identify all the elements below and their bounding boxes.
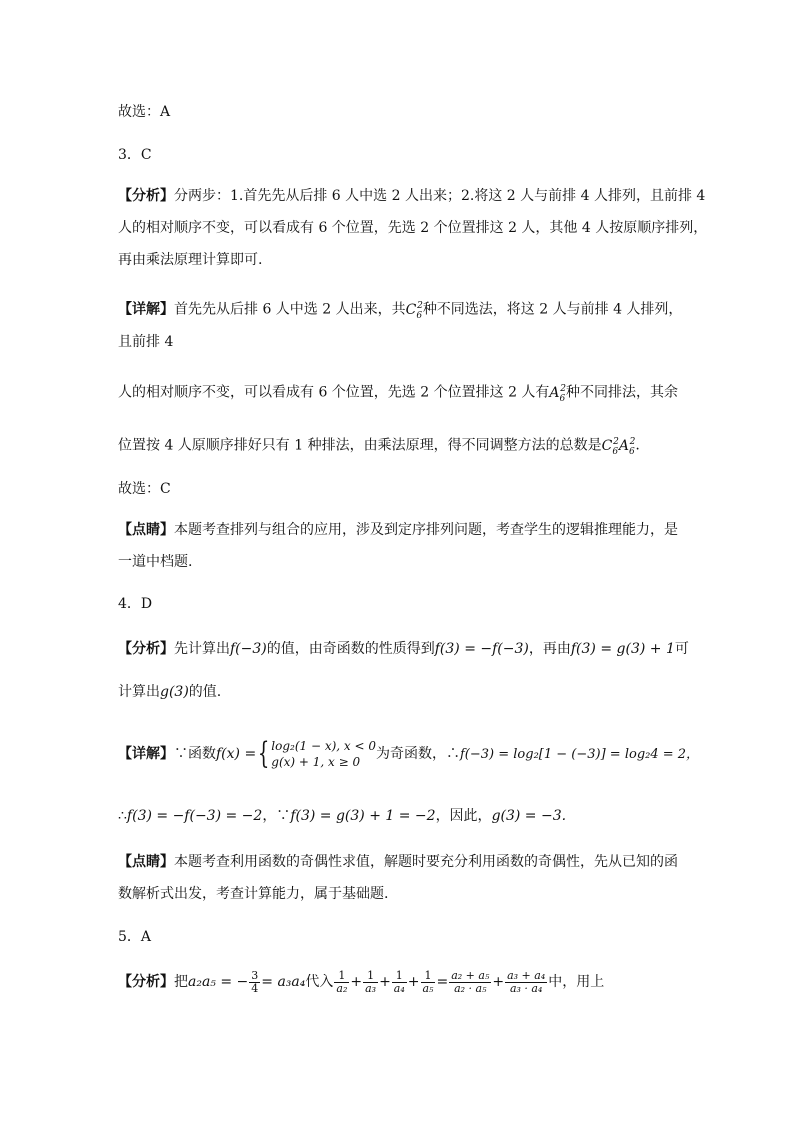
fraction: $\frac{1}{\text{a₄}}$ [393,968,405,995]
analysis-paragraph: 人的相对顺序不变，可以看成有 6 个位置，先选 2 个位置排这 2 人，其他 4 人按原顺序排列， [118,220,708,236]
fraction: $\frac{\text{a₃ + a₄}}{\text{a₃ · a₄}}$ [507,968,546,995]
math-expression: a₂a₅ = − [188,974,249,990]
analysis-paragraph: 【分析】把a₂a₅ = − $\frac{3}{4}$ = a₃a₄代入 $\frac{1}{\text{a₂}}$ + $\frac{1}{\text{a₃}}$ + $\frac{1}{\text{a₄}}$ + $\frac{1}{\text{a₅}}$ = $\frac{\text{a₂ + a₅}}{\text{a₂ · a₅}}$ + $\frac{\text{a₃ + a₄}}{\text{a₃ · a₄}}$ 中，用上 [118,968,605,995]
comment-paragraph: 【点睛】本题考查排列与组合的应用，涉及到定序排列问题，考查学生的逻辑推理能力，是 [118,522,678,538]
math-expression: f(3) = −f(−3) = −2 [126,808,263,824]
combination-symbol: $C_6^2A_6^2$ [601,437,636,457]
fraction: $\frac{1}{\text{a₅}}$ [422,968,434,995]
section-tag: 【点睛】 [118,854,174,870]
math-expression: f(3) = g(3) + 1 = −2 [290,808,436,824]
question-number: 3．C [118,147,152,163]
combination-symbol: $C_6^2$ [405,301,423,321]
permutation-symbol: $A_6^2$ [549,384,567,404]
section-tag: 【详解】 [118,746,174,762]
comment-paragraph: 数解析式出发，考查计算能力，属于基础题. [118,886,389,902]
section-tag: 【详解】 [118,301,174,318]
math-expression: f(−3) [230,641,267,657]
math-expression: g(3) [160,684,189,700]
brace-glyph: { [258,736,270,771]
comment-paragraph: 一道中档题. [118,554,193,570]
fraction: $\frac{1}{\text{a₃}}$ [365,968,377,995]
analysis-paragraph: 【分析】先计算出f(−3)的值，由奇函数的性质得到f(3) = −f(−3)，再由f(3) = g(3) + 1可 [118,641,689,657]
answer-line: 故选：A [118,104,171,120]
detail-paragraph: 【详解】首先先从后排 6 人中选 2 人出来，共$C_6^2$种不同选法，将这 2 人与前排 4 人排列， [118,301,683,321]
comment-paragraph: 【点睛】本题考查利用函数的奇偶性求值，解题时要充分利用函数的奇偶性，先从已知的函 [118,854,678,870]
math-expression: = a₃a₄ [261,974,306,990]
detail-paragraph: 【详解】∵函数f(x) ={ log₂(1 − x), x < 0 g(x) + 1, x ≥ 0 为奇函数，∴f(−3) = log₂[1 − (−3)] = log₂4 = 2， [118,736,700,771]
analysis-paragraph: 再由乘法原理计算即可. [118,252,263,268]
math-expression: f(x) = [216,746,257,762]
section-tag: 【分析】 [118,188,174,204]
answer-line: 故选：C [118,481,171,497]
math-expression: f(3) = g(3) + 1 [570,641,675,657]
fraction: $\frac{3}{4}$ [251,968,259,995]
fraction: $\frac{\text{a₂ + a₅}}{\text{a₂ · a₅}}$ [451,968,490,995]
detail-paragraph: 且前排 4 [118,334,174,350]
question-number: 4．D [118,596,153,612]
piecewise-cases: log₂(1 − x), x < 0 g(x) + 1, x ≥ 0 [271,739,376,769]
math-expression: f(3) = −f(−3) [434,641,529,657]
math-expression: g(3) = −3. [491,808,567,824]
analysis-paragraph: 计算出g(3)的值. [118,684,222,700]
section-tag: 【分析】 [118,641,174,657]
detail-paragraph: 位置按 4 人原顺序排好只有 1 种排法，由乘法原理，得不同调整方法的总数是$C_6^2A_6^2$. [118,437,640,457]
question-number: 5．A [118,929,152,945]
detail-paragraph: ∴f(3) = −f(−3) = −2，∵f(3) = g(3) + 1 = −2，因此，g(3) = −3. [118,808,567,824]
fraction: $\frac{1}{\text{a₂}}$ [336,968,348,995]
section-tag: 【点睛】 [118,522,174,538]
section-tag: 【分析】 [118,974,174,990]
analysis-paragraph: 【分析】分两步：1.首先先从后排 6 人中选 2 人出来；2.将这 2 人与前排 4 人排列，且前排 4 [118,188,706,204]
detail-paragraph: 人的相对顺序不变，可以看成有 6 个位置，先选 2 个位置排这 2 人有$A_6^2$种不同排法，其余 [118,384,679,404]
math-expression: f(−3) = log₂[1 − (−3)] = log₂4 = 2， [460,747,700,762]
